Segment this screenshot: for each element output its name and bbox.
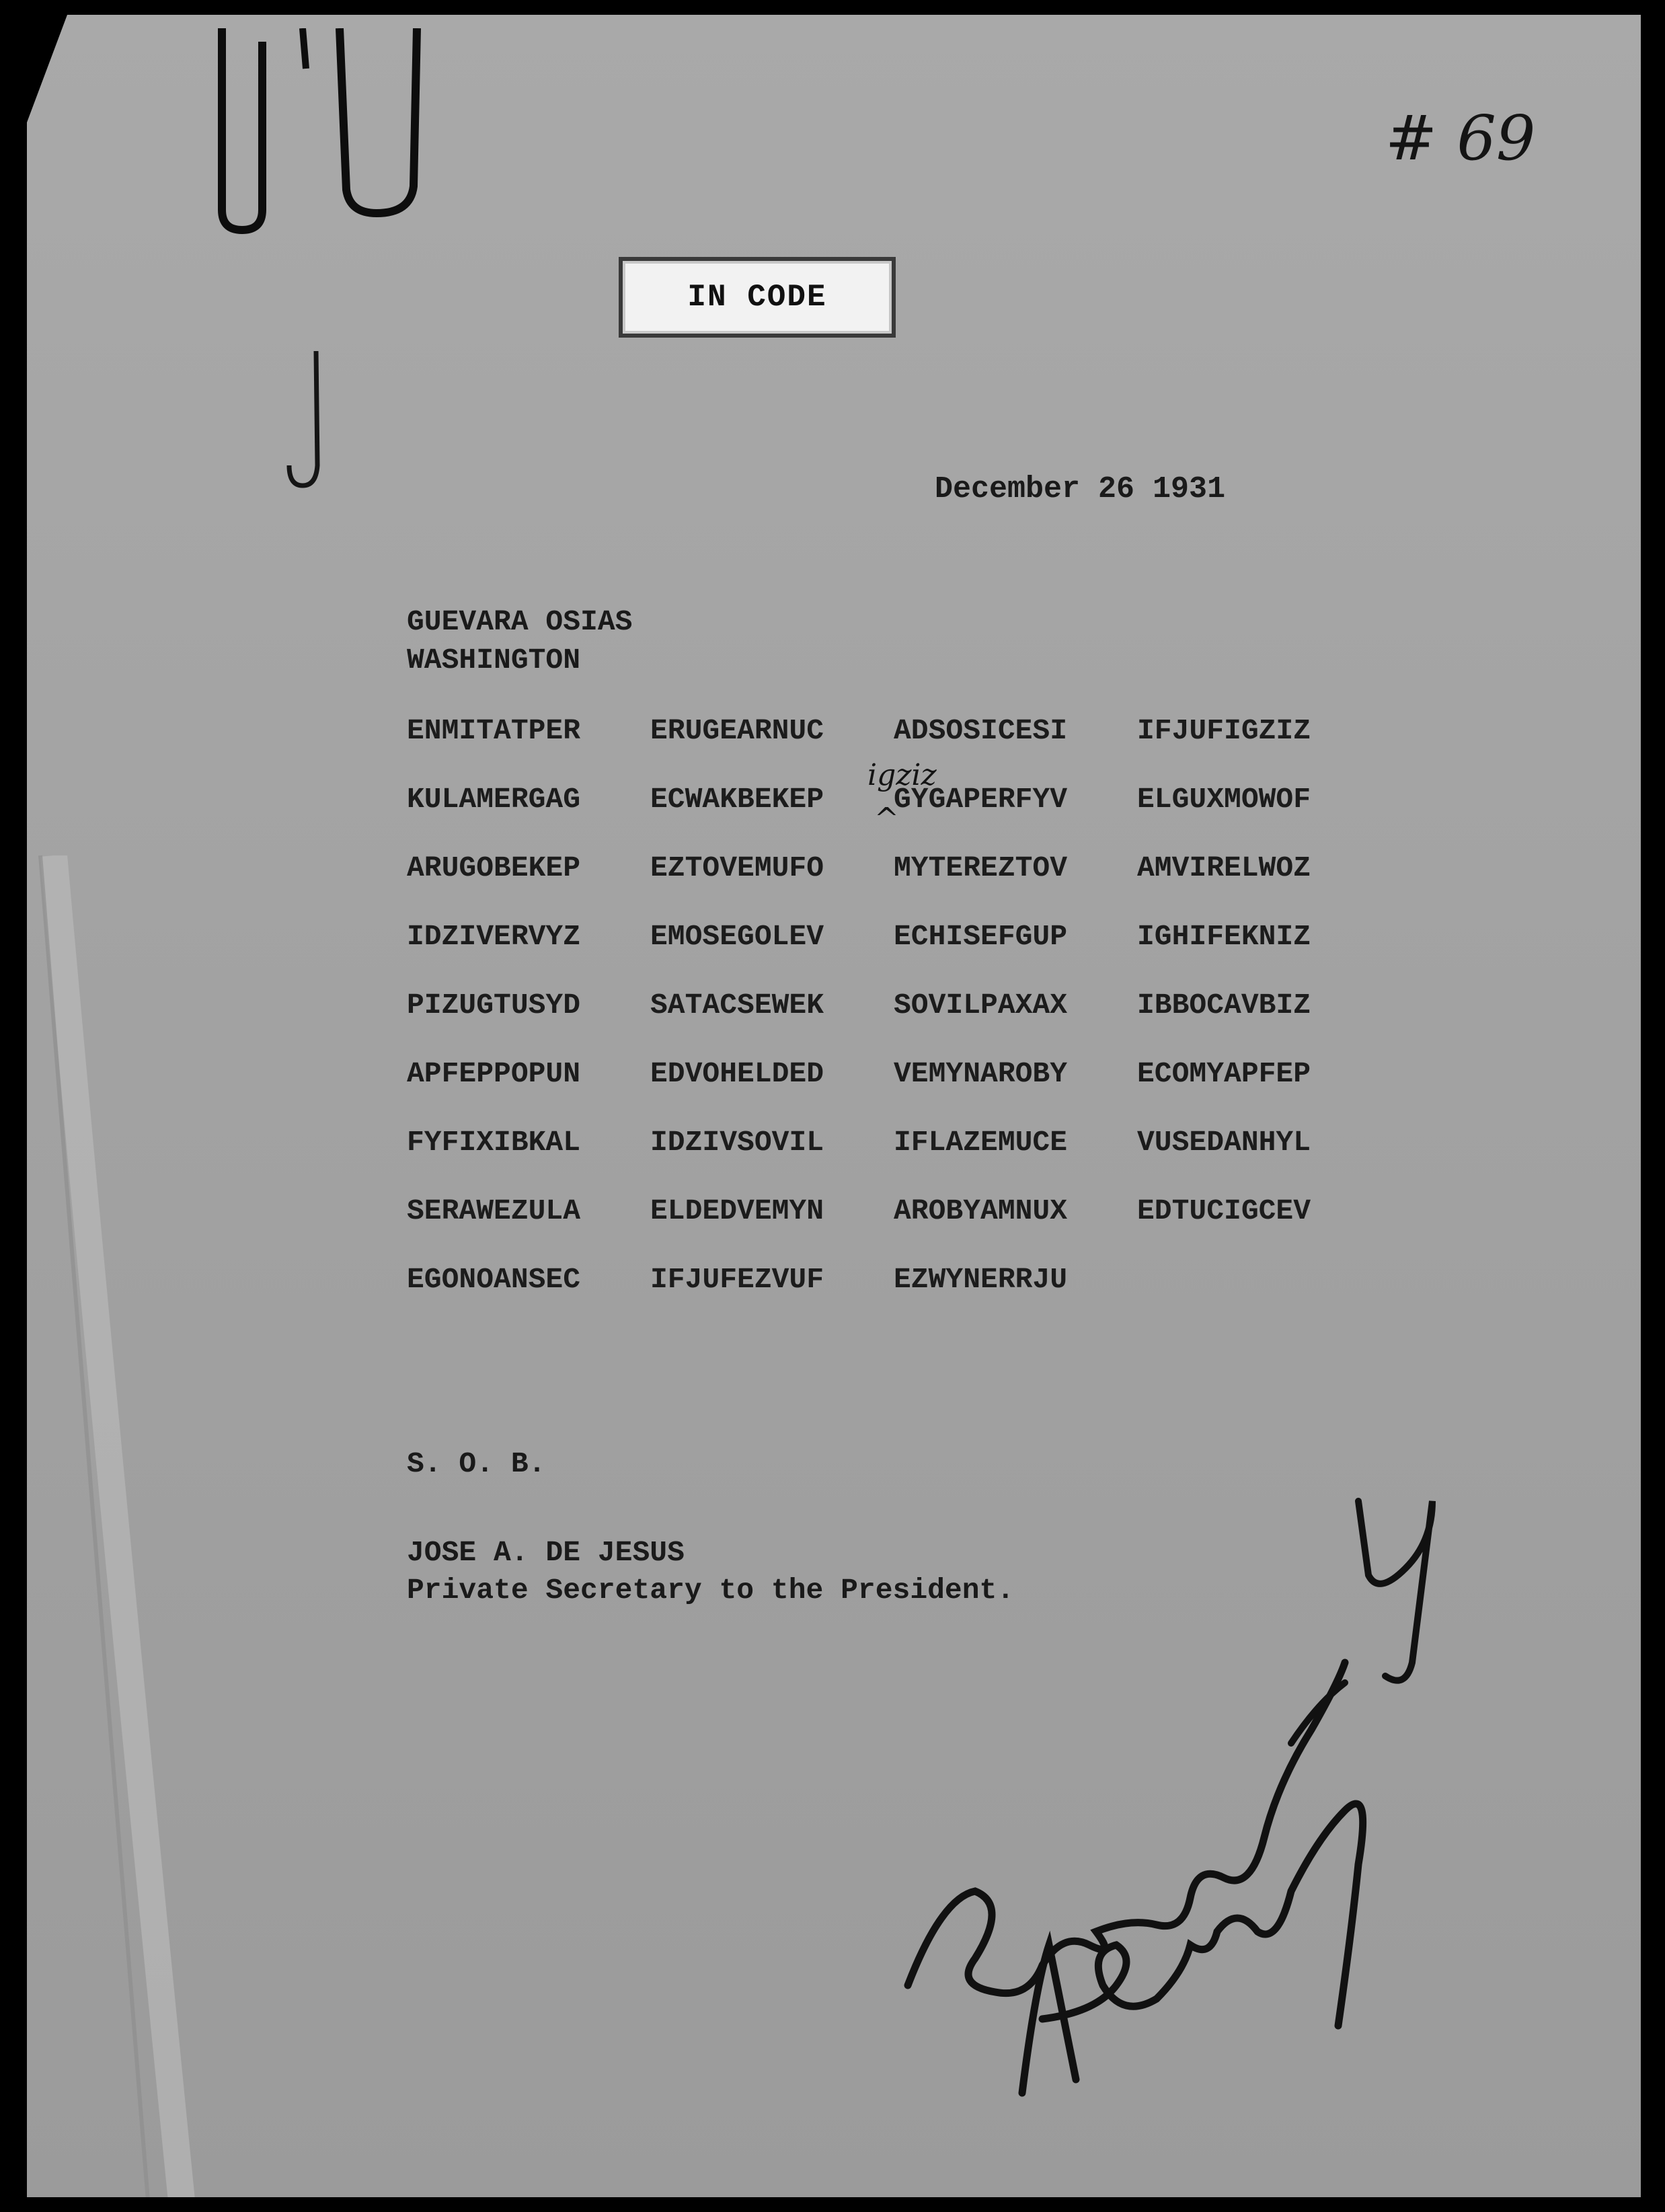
code-group: GYGAPERFYV: [894, 783, 1068, 816]
code-group: ERUGEARNUC: [650, 714, 824, 747]
code-group: VEMYNAROBY: [894, 1057, 1068, 1090]
code-group: MYTEREZTOV: [894, 851, 1068, 884]
code-group: PIZUGTUSYD: [407, 989, 581, 1022]
code-group: EZWYNERRJU: [894, 1263, 1068, 1296]
corner-fold: [27, 15, 67, 122]
page-number-annotation: # 69: [1385, 102, 1536, 174]
handwritten-signature: [874, 1461, 1479, 2100]
sender-title: Private Secretary to the President.: [407, 1574, 1015, 1607]
code-group: AROBYAMNUX: [894, 1194, 1068, 1227]
code-row: [407, 1126, 1381, 1159]
code-group: SATACSEWEK: [650, 989, 824, 1022]
handwritten-insertion: igziz: [867, 758, 937, 792]
in-code-label: [619, 257, 896, 338]
document-sheet: [27, 15, 1641, 2197]
addressee-name: GUEVARA OSIAS: [407, 605, 633, 638]
code-group: IGHIFEKNIZ: [1137, 920, 1311, 953]
code-group: EDTUCIGCEV: [1137, 1194, 1311, 1227]
code-group: APFEPPOPUN: [407, 1057, 581, 1090]
paper-clip-icon: [195, 28, 477, 243]
document-date: December 26 1931: [935, 472, 1226, 506]
pencil-tick-icon: [269, 344, 350, 506]
closing-code: S. O. B.: [407, 1447, 546, 1480]
code-group: FYFIXIBKAL: [407, 1126, 581, 1159]
code-group: ECOMYAPFEP: [1137, 1057, 1311, 1090]
code-group: EZTOVEMUFO: [650, 851, 824, 884]
code-group: IDZIVSOVIL: [650, 1126, 824, 1159]
code-row: [407, 989, 1381, 1022]
code-row: [407, 1057, 1381, 1090]
code-row: [407, 1194, 1381, 1227]
code-group: AMVIRELWOZ: [1137, 851, 1311, 884]
code-group: ENMITATPER: [407, 714, 581, 747]
code-group: ADSOSICESI: [894, 714, 1068, 747]
code-row: [407, 851, 1381, 884]
code-group: ARUGOBEKEP: [407, 851, 581, 884]
fold-crease: [27, 855, 202, 2197]
code-group: IDZIVERVYZ: [407, 920, 581, 953]
code-group: IFJUFEZVUF: [650, 1263, 824, 1296]
code-group: KULAMERGAG: [407, 783, 581, 816]
code-row: [407, 920, 1381, 953]
code-group: ECWAKBEKEP: [650, 783, 824, 816]
in-code-label-text: IN CODE: [687, 280, 827, 315]
code-group: SERAWEZULA: [407, 1194, 581, 1227]
code-row: [407, 1263, 1381, 1296]
code-group: ELGUXMOWOF: [1137, 783, 1311, 816]
sender-name: JOSE A. DE JESUS: [407, 1536, 685, 1569]
addressee-city: WASHINGTON: [407, 644, 581, 677]
insertion-caret: ^: [874, 802, 899, 836]
code-group: EGONOANSEC: [407, 1263, 581, 1296]
code-group: IFJUFIGZIZ: [1137, 714, 1311, 747]
code-group: IFLAZEMUCE: [894, 1126, 1068, 1159]
code-group: ELDEDVEMYN: [650, 1194, 824, 1227]
code-group: EDVOHELDED: [650, 1057, 824, 1090]
code-group: EMOSEGOLEV: [650, 920, 824, 953]
code-group: VUSEDANHYL: [1137, 1126, 1311, 1159]
code-group: SOVILPAXAX: [894, 989, 1068, 1022]
code-group: [1137, 1263, 1381, 1296]
code-group: IBBOCAVBIZ: [1137, 989, 1311, 1022]
code-row: [407, 714, 1381, 747]
code-group: ECHISEFGUP: [894, 920, 1068, 953]
